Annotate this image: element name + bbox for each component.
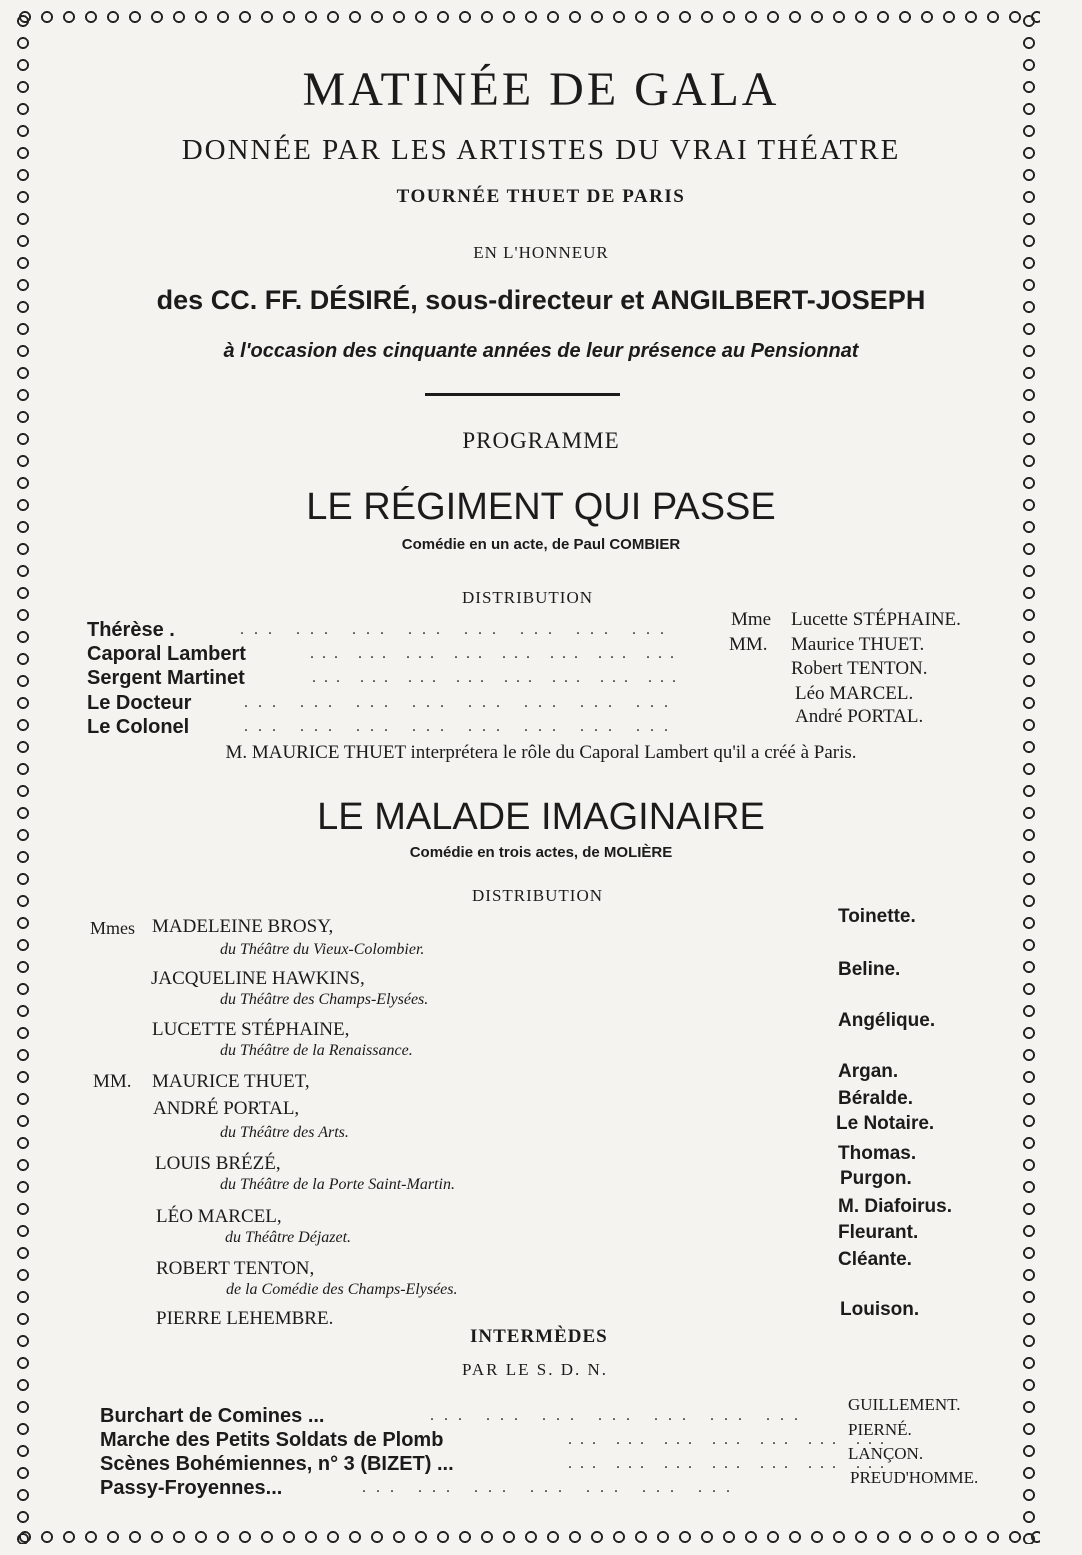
leader-dots: ... ... ... ... ... ... ... ... (310, 645, 682, 662)
play1-distribution-label: DISTRIBUTION (462, 588, 593, 607)
play2-role: Angélique. (838, 1010, 936, 1031)
play2-actor: MADELEINE BROSY, (152, 916, 334, 937)
play2-role: Béralde. (838, 1088, 913, 1109)
interludes-by: PAR LE S. D. N. (462, 1360, 609, 1379)
play1-role: Le Docteur (87, 692, 192, 714)
ornamental-border-bottom (14, 1526, 1040, 1548)
play2-role: Cléante. (838, 1249, 912, 1270)
play2-actor: ROBERT TENTON, (156, 1258, 315, 1279)
play1-role: Le Colonel (87, 716, 190, 738)
interlude-piece: Marche des Petits Soldats de Plomb (100, 1429, 444, 1451)
honorees: des CC. FF. DÉSIRÉ, sous-directeur et ANGILBERT-JOSEPH (156, 285, 926, 315)
leader-dots: ... ... ... ... ... ... ... ... (244, 718, 678, 735)
play2-role: Le Notaire. (836, 1113, 935, 1134)
play2-role: Toinette. (838, 906, 916, 927)
play1-role: Thérèse . (87, 619, 175, 641)
play1-note: M. MAURICE THUET interprétera le rôle du Caporal Lambert qu'il a créé à Paris. (225, 742, 857, 763)
play1-actor: Lucette STÉPHAINE. (791, 609, 961, 630)
play2-subtitle: Comédie en trois actes, de MOLIÈRE (409, 844, 673, 861)
leader-dots: ... ... ... ... ... ... ... (568, 1455, 892, 1472)
ornamental-border-left (12, 10, 34, 1544)
leader-dots: ... ... ... ... ... ... ... ... (240, 621, 674, 638)
play2-role: Fleurant. (838, 1222, 919, 1243)
tour-name: TOURNÉE THUET DE PARIS (396, 186, 686, 207)
leader-dots: ... ... ... ... ... ... ... (568, 1431, 892, 1448)
interlude-composer: PIERNÉ. (848, 1420, 912, 1439)
leader-dots: ... ... ... ... ... ... ... (362, 1479, 740, 1496)
ornamental-border-right (1018, 10, 1040, 1544)
interlude-composer: PREUD'HOMME. (850, 1468, 979, 1487)
play2-actor: MAURICE THUET, (152, 1071, 310, 1092)
play1-subtitle: Comédie en un acte, de Paul COMBIER (401, 536, 681, 553)
main-title: MATINÉE DE GALA (302, 63, 780, 116)
divider (425, 393, 620, 396)
play1-actor: Robert TENTON. (791, 658, 928, 679)
play2-actor: LÉO MARCEL, (156, 1206, 282, 1227)
honor-intro: EN L'HONNEUR (473, 243, 609, 262)
play2-role: M. Diafoirus. (838, 1196, 953, 1217)
leader-dots: ... ... ... ... ... ... ... (430, 1407, 808, 1424)
play2-title: LE MALADE IMAGINAIRE (317, 796, 765, 838)
interlude-piece: Passy-Froyennes... (100, 1477, 283, 1499)
play2-actor: ANDRÉ PORTAL, (153, 1098, 300, 1119)
play2-actor: PIERRE LEHEMBRE. (156, 1308, 334, 1329)
interlude-piece: Scènes Bohémiennes, n° 3 (BIZET) ... (100, 1453, 454, 1475)
play1-title: LE RÉGIMENT QUI PASSE (306, 486, 776, 528)
play2-role: Beline. (838, 959, 901, 980)
occasion: à l'occasion des cinquante années de leur présence au Pensionnat (223, 340, 859, 362)
interlude-composer: LANÇON. (848, 1444, 924, 1463)
interlude-composer: GUILLEMENT. (848, 1395, 961, 1414)
play2-actor-theatre: du Théâtre de la Renaissance. (220, 1042, 413, 1059)
play1-actor-prefix: Mme (731, 609, 772, 630)
play2-actor-theatre: du Théâtre du Vieux-Colombier. (220, 941, 425, 958)
programme-label: PROGRAMME (462, 428, 620, 453)
women-prefix: Mmes (90, 918, 135, 938)
ornamental-border-top (14, 6, 1040, 28)
play1-actor-prefix: MM. (729, 634, 768, 655)
play2-role: Purgon. (840, 1168, 912, 1189)
play1-actor: André PORTAL. (795, 706, 924, 727)
subtitle: DONNÉE PAR LES ARTISTES DU VRAI THÉATRE (181, 134, 901, 166)
play2-actor: LUCETTE STÉPHAINE, (152, 1019, 350, 1040)
play2-distribution-label: DISTRIBUTION (472, 886, 603, 905)
play1-role: Caporal Lambert (87, 643, 246, 665)
play2-actor-theatre: de la Comédie des Champs-Elysées. (226, 1281, 458, 1298)
play2-actor-theatre: du Théâtre Déjazet. (225, 1229, 352, 1246)
play1-actor: Maurice THUET. (791, 634, 925, 655)
play2-actor: JACQUELINE HAWKINS, (151, 968, 365, 989)
play2-role: Louison. (840, 1299, 920, 1320)
interlude-piece: Burchart de Comines ... (100, 1405, 325, 1427)
play1-actor: Léo MARCEL. (795, 683, 914, 704)
play2-actor-theatre: du Théâtre des Champs-Elysées. (220, 991, 429, 1008)
interludes-title: INTERMÈDES (470, 1326, 608, 1347)
play2-actor-theatre: du Théâtre des Arts. (220, 1124, 349, 1141)
men-prefix: MM. (93, 1071, 132, 1092)
play2-actor: LOUIS BRÉZÉ, (155, 1153, 281, 1174)
play1-role: Sergent Martinet (87, 667, 245, 689)
play2-actor-theatre: du Théâtre de la Porte Saint-Martin. (220, 1176, 455, 1193)
leader-dots: ... ... ... ... ... ... ... ... (244, 694, 678, 711)
play2-role: Thomas. (838, 1143, 917, 1164)
play2-role: Argan. (838, 1061, 899, 1082)
leader-dots: ... ... ... ... ... ... ... ... (312, 669, 684, 686)
